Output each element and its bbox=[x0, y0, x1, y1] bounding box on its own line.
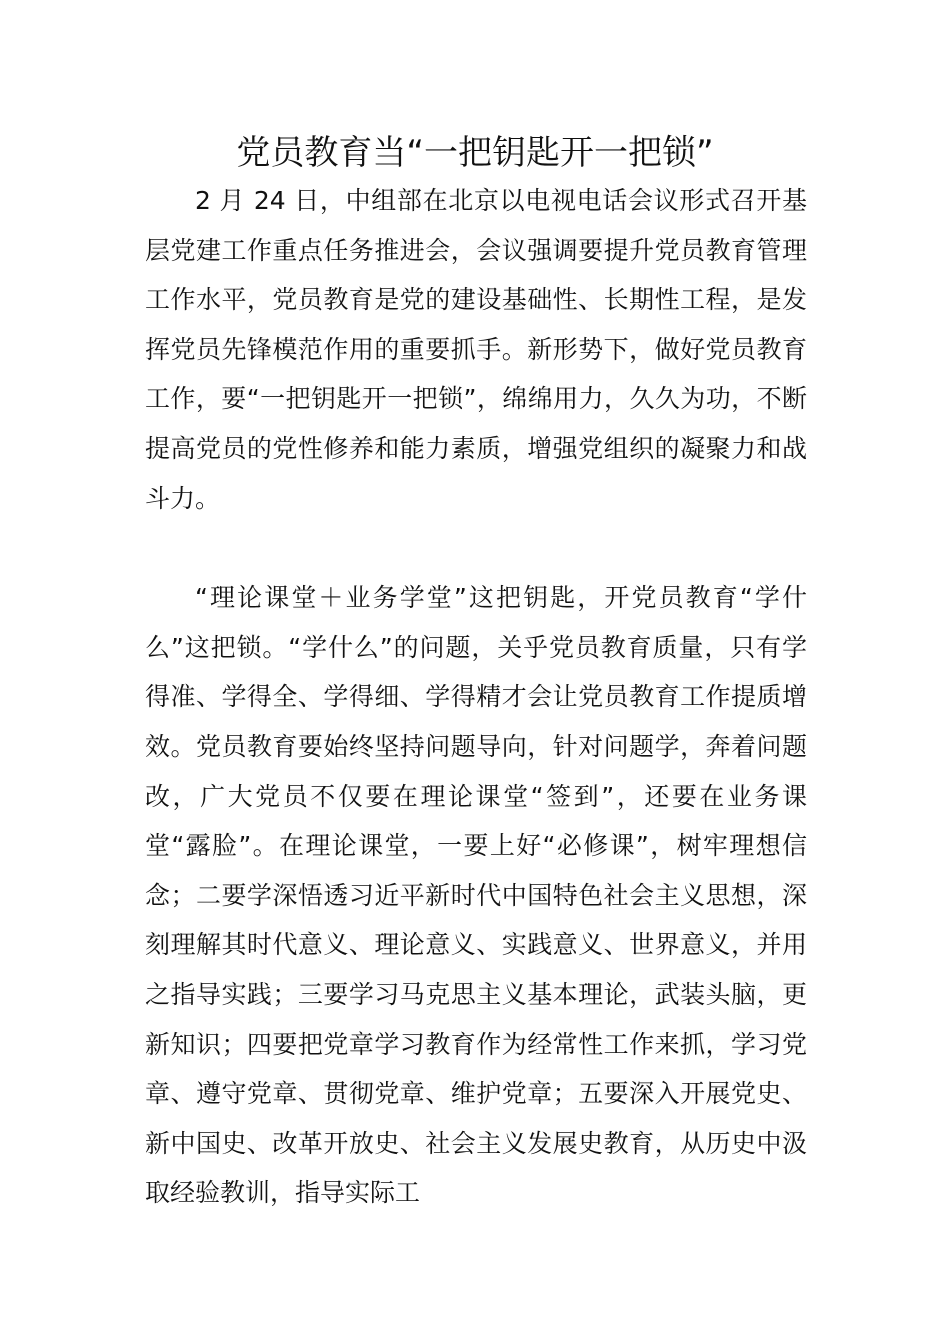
paragraph-2: “理论课堂＋业务学堂”这把钥匙，开党员教育“学什么”这把锁。“学什么”的问题，关乎党员教育质量，只有学得准、学得全、学得细、学得精才会让党员教育工作提质增效。党员教育要始终坚持问题导向，针对问题学，奔着问题改，广大党员不仅要在理论课堂“签到”，还要在业务课堂“露脸”。在理论课堂，一要上好“必修课”，树牢理想信念；二要学深悟透习近平新时代中国特色社会主义思想，深刻理解其时代意义、理论意义、实践意义、世界意义，并用之指导实践；三要学习马克思主义基本理论，武装头脑，更新知识；四要把党章学习教育作为经常性工作来抓，学习党章、遵守党章、贯彻党章、维护党章；五要深入开展党史、新中国史、改革开放史、社会主义发展史教育，从历史中汲取经验教训，指导实际工 bbox=[145, 583, 807, 1208]
paragraph-1: 2 月 24 日，中组部在北京以电视电话会议形式召开基层党建工作重点任务推进会，会议强调要提升党员教育管理工作水平，党员教育是党的建设基础性、长期性工程，是发挥党员先锋模范作用的重要抓手。新形势下，做好党员教育工作，要“一把钥匙开一把锁”，绵绵用力，久久为功，不断提高党员的党性修养和能力素质，增强党组织的凝聚力和战斗力。 bbox=[145, 186, 807, 513]
document-title: 党员教育当“一把钥匙开一把锁” bbox=[236, 133, 714, 173]
document-body bbox=[145, 176, 807, 1218]
paragraph-spacer bbox=[145, 523, 807, 573]
